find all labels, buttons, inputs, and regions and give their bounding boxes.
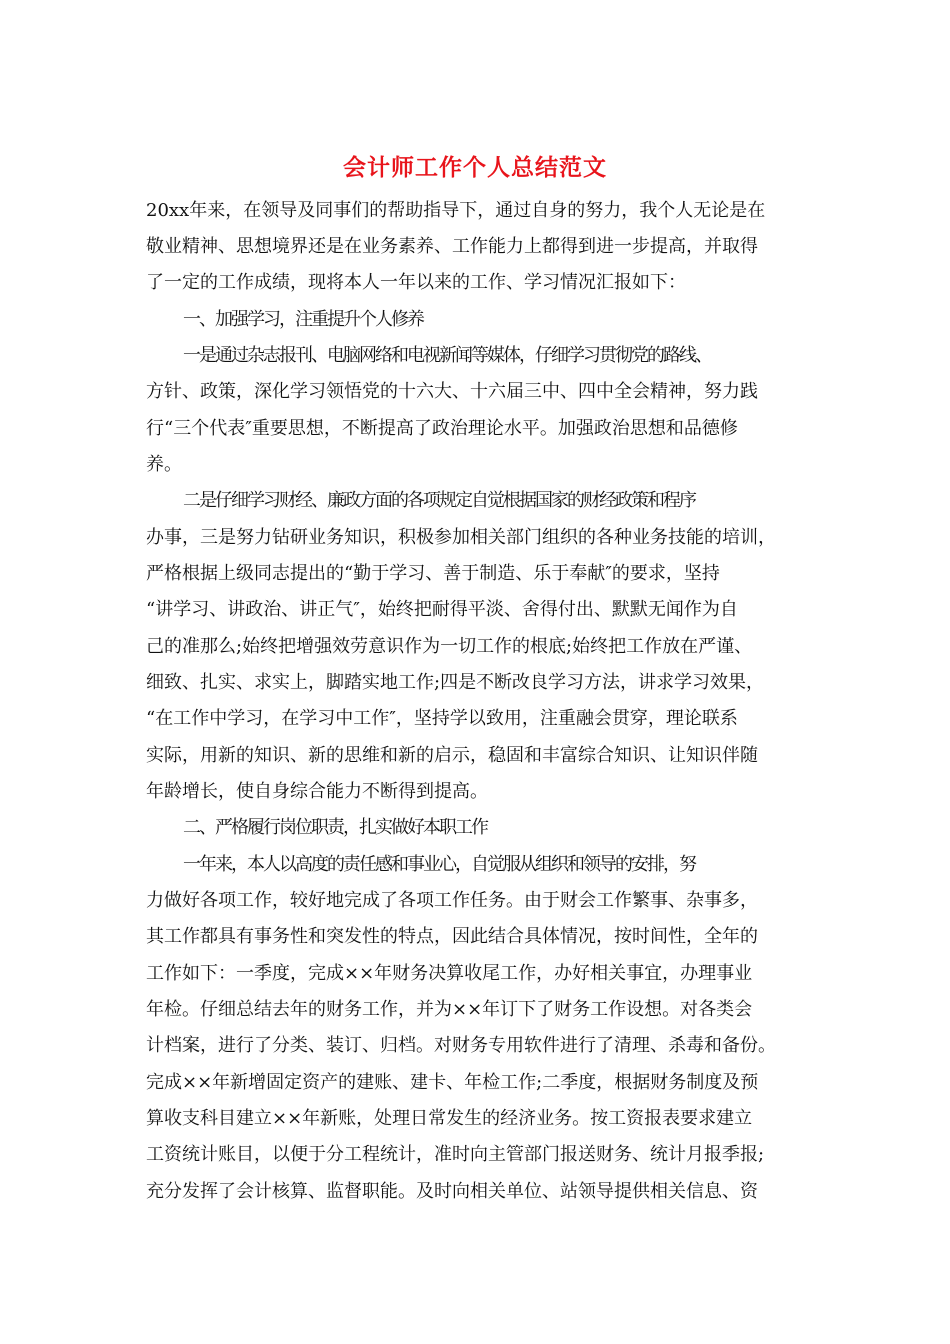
document-title: 会计师工作个人总结范文 xyxy=(343,154,607,181)
body-line-13: 己的准那么;始终把增强效劳意识作为一切工作的根底;始终把工作放在严谨、 xyxy=(146,636,753,657)
body-line-25: 完成××年新增固定资产的建账、建卡、年检工作;二季度，根据财务制度及预 xyxy=(146,1072,759,1093)
body-line-12: “讲学习、讲政治、讲正气″，始终把耐得平淡、舍得付出、默默无闻作为自 xyxy=(146,599,738,620)
body-line-9: 二是仔细学习财经、廉政方面的各项规定自觉根据国家的财经政策和程序 xyxy=(183,490,695,511)
body-line-22: 工作如下：一季度，完成××年财务决算收尾工作，办好相关事宜，办理事业 xyxy=(146,963,753,984)
body-line-26: 算收支科目建立××年新账，处理日常发生的经济业务。按工资报表要求建立 xyxy=(146,1108,753,1129)
body-line-8: 养。 xyxy=(146,454,182,475)
body-line-17: 年龄增长，使自身综合能力不断得到提高。 xyxy=(146,781,488,802)
body-line-14: 细致、扎实、求实上，脚踏实地工作;四是不断改良学习方法，讲求学习效果， xyxy=(146,672,765,693)
body-line-3: 了一定的工作成绩，现将本人一年以来的工作、学习情况汇报如下： xyxy=(146,272,686,293)
body-line-1: 20xx年来，在领导及同事们的帮助指导下，通过自身的努力，我个人无论是在 xyxy=(146,200,766,221)
body-line-16: 实际，用新的知识、新的思维和新的启示，稳固和丰富综合知识、让知识伴随 xyxy=(146,745,758,766)
body-line-11: 严格根据上级同志提出的“勤于学习、善于制造、乐于奉献″的要求，坚持 xyxy=(146,563,720,584)
body-line-28: 充分发挥了会计核算、监督职能。及时向相关单位、站领导提供相关信息、资 xyxy=(146,1181,758,1202)
body-line-27: 工资统计账目，以便于分工程统计，准时向主管部门报送财务、统计月报季报; xyxy=(146,1144,765,1165)
section-heading-2: 二、严格履行岗位职责，扎实做好本职工作 xyxy=(183,817,487,838)
body-line-5: 一是通过杂志报刊、电脑网络和电视新闻等媒体，仔细学习贯彻党的路线、 xyxy=(183,345,711,366)
body-line-24: 计档案，进行了分类、装订、归档。对财务专用软件进行了清理、杀毒和备份。 xyxy=(146,1035,776,1056)
body-line-6: 方针、政策，深化学习领悟党的十六大、十六届三中、四中全会精神，努力践 xyxy=(146,381,758,402)
body-line-10: 办事，三是努力钻研业务知识，积极参加相关部门组织的各种业务技能的培训， xyxy=(146,527,776,548)
body-line-23: 年检。仔细总结去年的财务工作，并为××年订下了财务工作设想。对各类会 xyxy=(146,999,753,1020)
body-line-7: 行“三个代表″重要思想，不断提高了政治理论水平。加强政治思想和品德修 xyxy=(146,418,738,439)
body-line-2: 敬业精神、思想境界还是在业务素养、工作能力上都得到进一步提高，并取得 xyxy=(146,236,758,257)
body-line-15: “在工作中学习，在学习中工作″，坚持学以致用，注重融会贯穿，理论联系 xyxy=(146,708,738,729)
section-heading-1: 一、加强学习，注重提升个人修养 xyxy=(183,309,423,330)
body-line-21: 其工作都具有事务性和突发性的特点，因此结合具体情况，按时间性，全年的 xyxy=(146,926,758,947)
body-line-20: 力做好各项工作，较好地完成了各项工作任务。由于财会工作繁事、杂事多， xyxy=(146,890,758,911)
body-line-19: 一年来，本人以高度的责任感和事业心，自觉服从组织和领导的安排，努 xyxy=(183,854,695,875)
